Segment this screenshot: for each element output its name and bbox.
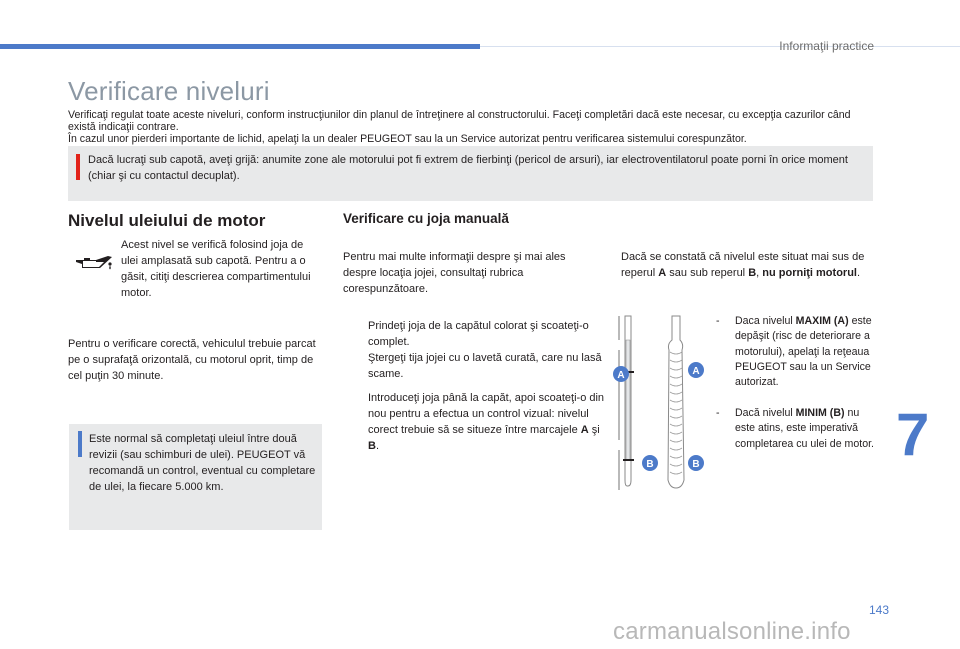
step-3-text [368, 390, 605, 454]
level-warning-end: . [856, 267, 861, 279]
bullet-max-end: este depăşit (risc de deteriorare a motorului), apelaţi la reţeaua PEUGEOT sau la un Service autorizat. [735, 315, 872, 389]
bullet-max-level [716, 314, 878, 390]
step-1-text: Prindeţi joja de la capătul colorat şi scoateţi-o complet. [368, 320, 589, 348]
chapter-number: 7 [896, 401, 930, 468]
step-3-text-mid: şi [588, 424, 600, 436]
intro-line-1: Verificaţi regulat toate aceste niveluri, conform instrucţiunilor din planul de întreţinere al constructorului. Faceţi completări dacă este necesar, cu excepţia cazurilor când există indicaţii contrare. [68, 109, 851, 133]
bullet-min-end: nu este atins, este imperativă completarea cu ulei de motor. [735, 407, 874, 450]
bullet-min-level [716, 406, 878, 452]
oil-can-icon [74, 252, 114, 276]
marker-b-ref: B [748, 267, 757, 279]
step-3-text-start: Introduceţi joja până la capăt, apoi scoateţi-o din nou pentru a efectua un control vizual: nivelul corect trebuie să se situeze între marcajele [368, 392, 605, 436]
marker-a-right-label: A [692, 366, 700, 377]
bullet-min-text [735, 406, 878, 452]
level-warning-sep: , [756, 267, 763, 279]
intro-line-2: În cazul unor pierderi importante de lichid, apelaţi la un dealer PEUGEOT sau la un Service autorizat pentru verificarea sistemului corespunzător. [68, 133, 747, 145]
page-number: 143 [869, 603, 890, 617]
intro-text [68, 109, 878, 145]
do-not-start-warning: nu porniţi motorul [762, 267, 857, 279]
watermark: carmanualsonline.info [613, 618, 851, 645]
bullet-dash: - [716, 407, 720, 419]
step-3 [343, 390, 605, 454]
section-title: Informaţii practice [779, 39, 874, 53]
level-warning-mid: sau sub reperul [666, 267, 749, 279]
page-title: Verificare niveluri [68, 76, 270, 106]
bullet-max-start: Daca nivelul [735, 315, 796, 327]
oil-check-paragraph: Pentru o verificare corectă, vehiculul trebuie parcat pe o suprafaţă orizontală, cu motorul oprit, timp de cel puţin 30 minute. [68, 338, 316, 382]
step-2-text: Ştergeţi tija jojei cu o lavetă curată, care nu lasă scame. [368, 352, 602, 380]
marker-b-left-label: B [646, 459, 654, 470]
level-warning-text [621, 249, 876, 281]
header-rule [480, 46, 960, 47]
max-level-label: MAXIM (A) [795, 315, 849, 327]
oil-section-heading: Nivelul uleiului de motor [68, 211, 266, 230]
step-3-text-end: . [375, 440, 380, 452]
dipstick-illustration [612, 310, 712, 496]
oil-icon-description: Acest nivel se verifică folosind joja de ulei amplasată sub capotă. Pentru a o găsit, citiţi descrierea compartimentului motor. [121, 239, 311, 299]
step-2 [343, 350, 605, 382]
info-text: Este normal să completaţi uleiul între două revizii (sau schimburi de ulei). PEUGEOT vă recomandă un control, eventual cu completare de ulei, la fiecare 5.000 km. [89, 433, 316, 493]
marker-b-right-label: B [692, 459, 700, 470]
dipstick-section-heading: Verificare cu joja manuală [343, 211, 509, 226]
warning-text: Dacă lucraţi sub capotă, aveţi grijă: anumite zone ale motorului pot fi extrem de fierbinţi (pericol de arsuri), iar electroventilatorul poate porni în orice moment (chiar şi cu contactul decuplat). [88, 154, 848, 182]
bullet-min-start: Dacă nivelul [735, 407, 796, 419]
marker-b-ref: B [368, 440, 376, 452]
info-icon [78, 431, 82, 457]
dipstick-intro: Pentru mai multe informaţii despre şi mai ales despre locaţia jojei, consultaţi rubrica corespunzătoare. [343, 251, 566, 295]
level-warning-start: Dacă se constată că nivelul este situat mai sus de reperul [621, 251, 865, 279]
header-accent-bar [0, 44, 480, 49]
step-1 [343, 318, 605, 350]
marker-a-ref: A [658, 267, 667, 279]
marker-a-ref: A [580, 424, 589, 436]
bullet-dash: - [716, 315, 720, 327]
marker-a-left-label: A [617, 370, 625, 381]
bullet-max-text [735, 314, 878, 390]
min-level-label: MINIM (B) [795, 407, 845, 419]
warning-exclamation-icon [76, 154, 80, 180]
